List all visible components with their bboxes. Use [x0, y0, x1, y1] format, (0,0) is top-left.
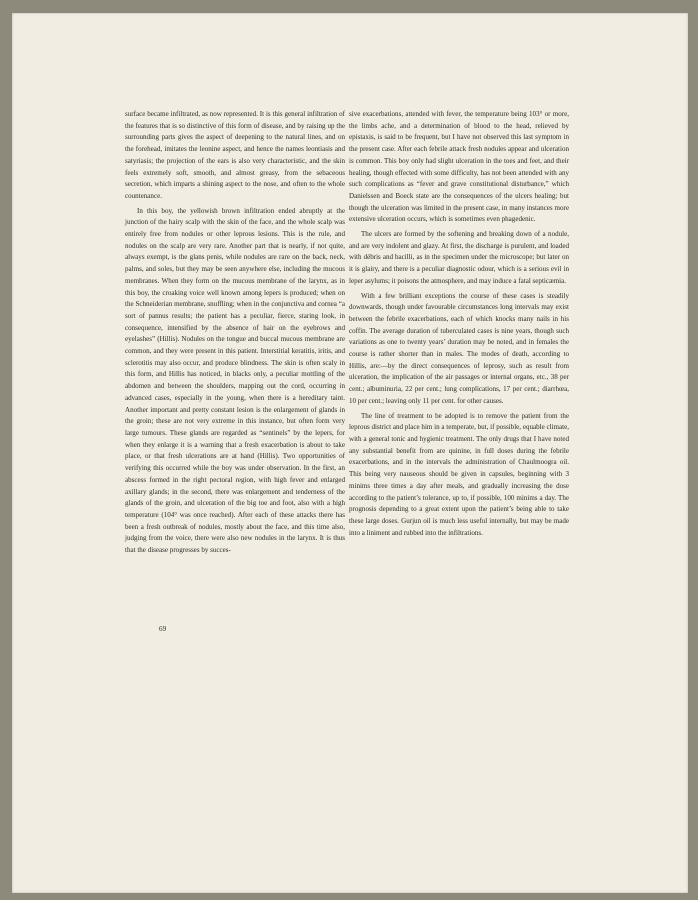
- paragraph: sive exacerbations, attended with fever, the temperature being 103° or more, the limbs ache, and a determination of blood to the head, relieved by epistaxis, is said to be frequent, but I have not observed this last symptom in the present case. After each febrile attack fresh nodules appear and ulceration is common. This boy only had slight ulceration in the toes and feet, and their healing, though effected with some difficulty, has not been attended with any such complications as “fever and grave constitutional disturbance,” which Danielssen and Boeck state are the consequences of the ulcers healing; but though the ulceration was limited in the present case, in many instances more extensive ulceration occurs, which is sometimes even phagedenic.: [349, 110, 569, 224]
- page-number: 69: [159, 625, 167, 633]
- paragraph: The line of treatment to be adopted is to remove the patient from the leprous district and place him in a temperate, but, if possible, equable climate, with a general tonic and hygienic treatment. The only drugs that I have noted any substantial benefit from are quinine, in full doses during the febrile exacerbations, and in the intervals the administration of Chaulmoogra oil. This being very nauseous should be given in capsules, beginning with 3 minims three times a day after meals, and gradually increasing the dose according to the patient’s tolerance, up to, if possible, 100 minims a day. The prognosis depending to a great extent upon the patient’s being able to take these large doses. Gurjun oil is much less useful internally, but may be made into a liniment and rubbed into the infiltrations.: [349, 411, 569, 537]
- paragraph: In this boy, the yellowish brown infiltration ended abruptly at the junction of the hairy scalp with the skin of the face, and the whole scalp was entirely free from nodules or other leprous lesions. This is the rule, and nodules on the scalp are very rare. Another part that is nearly, if not quite, always exempt, is the glans penis, while nodules are rare on the back, neck, palms, and soles, but they may be seen anywhere else, including the mucous membranes. When they form on the mucous membrane of the larynx, as in this boy, the croaking voice well known among lepers is produced; when on the Schneiderian membrane, snuffling; when in the conjunctiva and cornea “a sort of pannus results; the patient has a peculiar, fierce, staring look, in consequence, intensified by the absence of hair on the eyebrows and eyelashes” (Hillis). Nodules on the tongue and buccal mucous membrane are common, and they were present in this patient. Interstitial keratitis, iritis, and sclerotitis may also occur, and produce blindness. The skin is often scaly in this form, and Hillis has noticed, in blacks only, a peculiar mottling of the abdomen and between the shoulders, mapping out the cord, occurring in advanced cases, especially in the young, when there is a hereditary taint. Another important and pretty constant lesion is the enlargement of glands in the groin; these are not very extreme in this instance, but often form very large tumours. These glands are regarded as “sentinels” by the lepers, for when they enlarge it is a warning that a fresh exacerbation is about to take place, or that fresh ulcerations are at hand (Hillis). Two opportunities of verifying this occurred while the boy was under observation. In the first, an abscess formed in the right pectoral region, with high fever and enlarged axillary glands; in the second, there was enlargement and tenderness of the glands of the groin, and ulceration of the big toe and foot, also with a high temperature (104° was once reached). After each of these attacks there has been a fresh outbreak of nodules, mostly about the face, and this time also, judging from the voice, there were also new nodules in the larynx. It is thus that the disease progresses by succes-: [125, 206, 345, 555]
- page-sheet: [12, 13, 688, 893]
- paragraph: With a few brilliant exceptions the course of these cases is steadily downwards, though under favourable circumstances long intervals may exist between the febrile exacerbations, each of which knocks many nails in his coffin. The average duration of tuberculated cases is nine years, though such variations as one to twenty years’ duration may be noted, and in females the course is rather shorter than in males. The modes of death, according to Hillis, are:—by the direct consequences of leprosy, such as result from ulceration, the implication of the air passages or internal organs, etc., 38 per cent.; albuminuria, 22 per cent.; lung complications, 17 per cent.; diarrhœa, 10 per cent.; leaving only 11 per cent. for other causes.: [349, 291, 569, 405]
- left-column: [125, 109, 345, 557]
- paragraph: surface became infiltrated, as now represented. It is this general infiltration of the features that is so distinctive of this form of disease, and by raising up the surrounding parts gives the aspect of deepening to the natural lines, and on the forehead, imitates the leonine aspect, and hence the names leontiasis and satyriasis; the projection of the ears is also very characteristic, and the skin feels extremely soft, smooth, and almost greasy, from the sebaceous secretion, which imparts a shining aspect to the nose, and often to the whole countenance.: [125, 110, 345, 200]
- right-column: [349, 109, 569, 539]
- paragraph: The ulcers are formed by the softening and breaking down of a nodule, and are very indolent and glazy. At first, the discharge is purulent, and loaded with débris and bacilli, as in the specimen under the microscope; but later on it is glairy, and there is a peculiar diagnostic odour, which is a serious evil in leper asylums; it poisons the atmosphere, and may induce a fatal septicæmia.: [349, 230, 569, 285]
